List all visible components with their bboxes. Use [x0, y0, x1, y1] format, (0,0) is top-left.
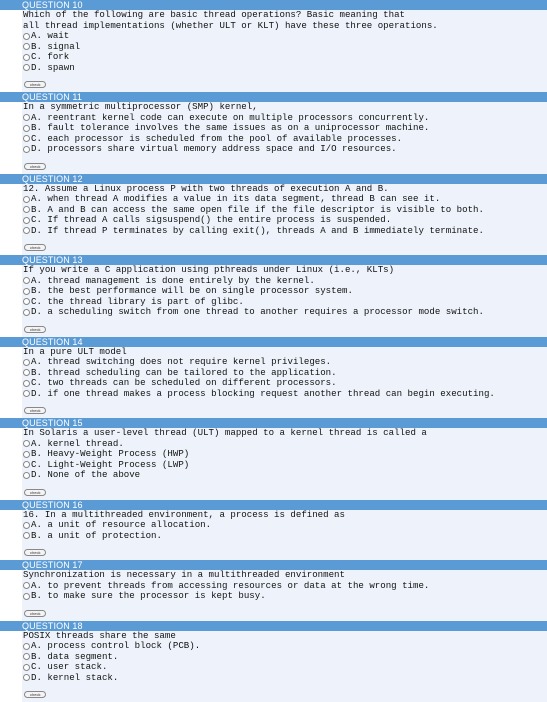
- check-button[interactable]: check: [24, 610, 46, 617]
- answer-option-label: A. wait: [31, 31, 69, 42]
- answer-option-label: C. fork: [31, 52, 69, 63]
- answer-option[interactable]: [23, 449, 545, 460]
- question-header: QUESTION 17: [0, 560, 547, 570]
- answer-option-label: D. processors share virtual memory address space and I/O resources.: [31, 144, 397, 155]
- answer-option-label: C. user stack.: [31, 662, 107, 673]
- question-block: [0, 255, 547, 337]
- question-block: [0, 560, 547, 621]
- question-block: [0, 418, 547, 500]
- question-stem: In a symmetric multiprocessor (SMP) kernel,: [23, 102, 545, 113]
- question-body: [22, 510, 547, 561]
- answer-option-label: A. to prevent threads from accessing resources or data at the wrong time.: [31, 581, 429, 592]
- answer-option-label: D. kernel stack.: [31, 673, 118, 684]
- radio-button[interactable]: [23, 206, 30, 213]
- question-block: [0, 621, 547, 702]
- check-button[interactable]: check: [24, 549, 46, 556]
- answer-option-label: D. if one thread makes a process blocking request another thread can begin executing.: [31, 389, 495, 400]
- answer-option-label: C. the thread library is part of glibc.: [31, 297, 244, 308]
- answer-option[interactable]: [23, 673, 545, 684]
- radio-button[interactable]: [23, 196, 30, 203]
- radio-button[interactable]: [23, 298, 30, 305]
- question-block: [0, 0, 547, 92]
- question-body: [22, 102, 547, 174]
- answer-option-label: A. thread switching does not require kernel privileges.: [31, 357, 331, 368]
- answer-option-label: A. reentrant kernel code can execute on multiple processors concurrently.: [31, 113, 429, 124]
- radio-button[interactable]: [23, 369, 30, 376]
- answer-option-label: B. signal: [31, 42, 80, 53]
- answer-option-label: C. two threads can be scheduled on different processors.: [31, 378, 337, 389]
- answer-option-label: C. If thread A calls sigsuspend() the entire process is suspended.: [31, 215, 391, 226]
- question-body: [22, 265, 547, 337]
- answer-option-label: B. fault tolerance involves the same issues as on a uniprocessor machine.: [31, 123, 429, 134]
- radio-button[interactable]: [23, 33, 30, 40]
- question-body: [22, 10, 547, 92]
- radio-button[interactable]: [23, 114, 30, 121]
- question-stem: If you write a C application using pthreads under Linux (i.e., KLTs): [23, 265, 545, 276]
- radio-button[interactable]: [23, 380, 30, 387]
- question-stem: Synchronization is necessary in a multithreaded environment: [23, 570, 545, 581]
- answer-option[interactable]: [23, 52, 545, 63]
- answer-option[interactable]: [23, 520, 545, 531]
- answer-option[interactable]: [23, 357, 545, 368]
- answer-option-label: B. a unit of protection.: [31, 531, 162, 542]
- answer-option[interactable]: [23, 215, 545, 226]
- answer-option[interactable]: [23, 378, 545, 389]
- radio-button[interactable]: [23, 227, 30, 234]
- answer-option-label: A. a unit of resource allocation.: [31, 520, 211, 531]
- answer-option-label: B. thread scheduling can be tailored to the application.: [31, 368, 337, 379]
- question-header: QUESTION 10: [0, 0, 547, 10]
- radio-button[interactable]: [23, 532, 30, 539]
- check-button[interactable]: check: [24, 81, 46, 88]
- radio-button[interactable]: [23, 125, 30, 132]
- answer-option-label: D. If thread P terminates by calling exit(), threads A and B immediately terminate.: [31, 226, 484, 237]
- check-button[interactable]: check: [24, 244, 46, 251]
- question-header: QUESTION 11: [0, 92, 547, 102]
- question-stem: all thread implementations (whether ULT or KLT) have these three operations.: [23, 21, 545, 32]
- answer-option[interactable]: [23, 286, 545, 297]
- answer-option-label: A. when thread A modifies a value in its data segment, thread B can see it.: [31, 194, 440, 205]
- answer-option-label: B. the best performance will be on single processor system.: [31, 286, 353, 297]
- answer-option[interactable]: [23, 641, 545, 652]
- question-block: [0, 92, 547, 174]
- radio-button[interactable]: [23, 390, 30, 397]
- check-button[interactable]: check: [24, 407, 46, 414]
- answer-option[interactable]: [23, 662, 545, 673]
- question-header: QUESTION 16: [0, 500, 547, 510]
- answer-option[interactable]: [23, 470, 545, 481]
- radio-button[interactable]: [23, 653, 30, 660]
- answer-option-label: B. Heavy-Weight Process (HWP): [31, 449, 189, 460]
- radio-button[interactable]: [23, 43, 30, 50]
- radio-button[interactable]: [23, 359, 30, 366]
- check-button[interactable]: check: [24, 489, 46, 496]
- radio-button[interactable]: [23, 643, 30, 650]
- radio-button[interactable]: [23, 440, 30, 447]
- answer-option[interactable]: [23, 531, 545, 542]
- answer-option-label: D. None of the above: [31, 470, 140, 481]
- radio-button[interactable]: [23, 582, 30, 589]
- answer-option-label: A. process control block (PCB).: [31, 641, 200, 652]
- question-body: [22, 570, 547, 621]
- check-button[interactable]: check: [24, 326, 46, 333]
- radio-button[interactable]: [23, 472, 30, 479]
- radio-button[interactable]: [23, 461, 30, 468]
- answer-option-label: C. each processor is scheduled from the pool of available processes.: [31, 134, 402, 145]
- answer-option[interactable]: [23, 63, 545, 74]
- question-stem: In a pure ULT model: [23, 347, 545, 358]
- question-header: QUESTION 18: [0, 621, 547, 631]
- answer-option-label: D. a scheduling switch from one thread to another requires a processor mode switch.: [31, 307, 484, 318]
- answer-option[interactable]: [23, 591, 545, 602]
- question-body: [22, 184, 547, 256]
- question-header: QUESTION 14: [0, 337, 547, 347]
- question-stem: 16. In a multithreaded environment, a process is defined as: [23, 510, 545, 521]
- answer-option-label: B. to make sure the processor is kept busy.: [31, 591, 266, 602]
- answer-option[interactable]: [23, 226, 545, 237]
- question-stem: In Solaris a user-level thread (ULT) mapped to a kernel thread is called a: [23, 428, 545, 439]
- question-block: [0, 174, 547, 256]
- question-block: [0, 337, 547, 419]
- radio-button[interactable]: [23, 522, 30, 529]
- question-header: QUESTION 12: [0, 174, 547, 184]
- question-body: [22, 428, 547, 500]
- radio-button[interactable]: [23, 593, 30, 600]
- answer-option[interactable]: [23, 42, 545, 53]
- answer-option-label: A. kernel thread.: [31, 439, 124, 450]
- answer-option[interactable]: [23, 123, 545, 134]
- answer-option-label: B. data segment.: [31, 652, 118, 663]
- question-block: [0, 500, 547, 561]
- question-stem: POSIX threads share the same: [23, 631, 545, 642]
- radio-button[interactable]: [23, 135, 30, 142]
- question-header: QUESTION 15: [0, 418, 547, 428]
- answer-option-label: D. spawn: [31, 63, 75, 74]
- answer-option[interactable]: [23, 307, 545, 318]
- radio-button[interactable]: [23, 277, 30, 284]
- check-button[interactable]: check: [24, 163, 46, 170]
- radio-button[interactable]: [23, 664, 30, 671]
- radio-button[interactable]: [23, 674, 30, 681]
- check-button[interactable]: check: [24, 691, 46, 698]
- question-stem: 12. Assume a Linux process P with two threads of execution A and B.: [23, 184, 545, 195]
- radio-button[interactable]: [23, 217, 30, 224]
- answer-option-label: A. thread management is done entirely by the kernel.: [31, 276, 315, 287]
- answer-option-label: B. A and B can access the same open file if the file descriptor is visible to both.: [31, 205, 484, 216]
- answer-option[interactable]: [23, 389, 545, 400]
- answer-option[interactable]: [23, 144, 545, 155]
- radio-button[interactable]: [23, 54, 30, 61]
- radio-button[interactable]: [23, 288, 30, 295]
- answer-option[interactable]: [23, 194, 545, 205]
- question-stem: Which of the following are basic thread operations? Basic meaning that: [23, 10, 545, 21]
- radio-button[interactable]: [23, 64, 30, 71]
- radio-button[interactable]: [23, 309, 30, 316]
- answer-option-label: C. Light-Weight Process (LWP): [31, 460, 189, 471]
- question-body: [22, 347, 547, 419]
- question-body: [22, 631, 547, 702]
- answer-option[interactable]: [23, 31, 545, 42]
- radio-button[interactable]: [23, 451, 30, 458]
- radio-button[interactable]: [23, 146, 30, 153]
- question-header: QUESTION 13: [0, 255, 547, 265]
